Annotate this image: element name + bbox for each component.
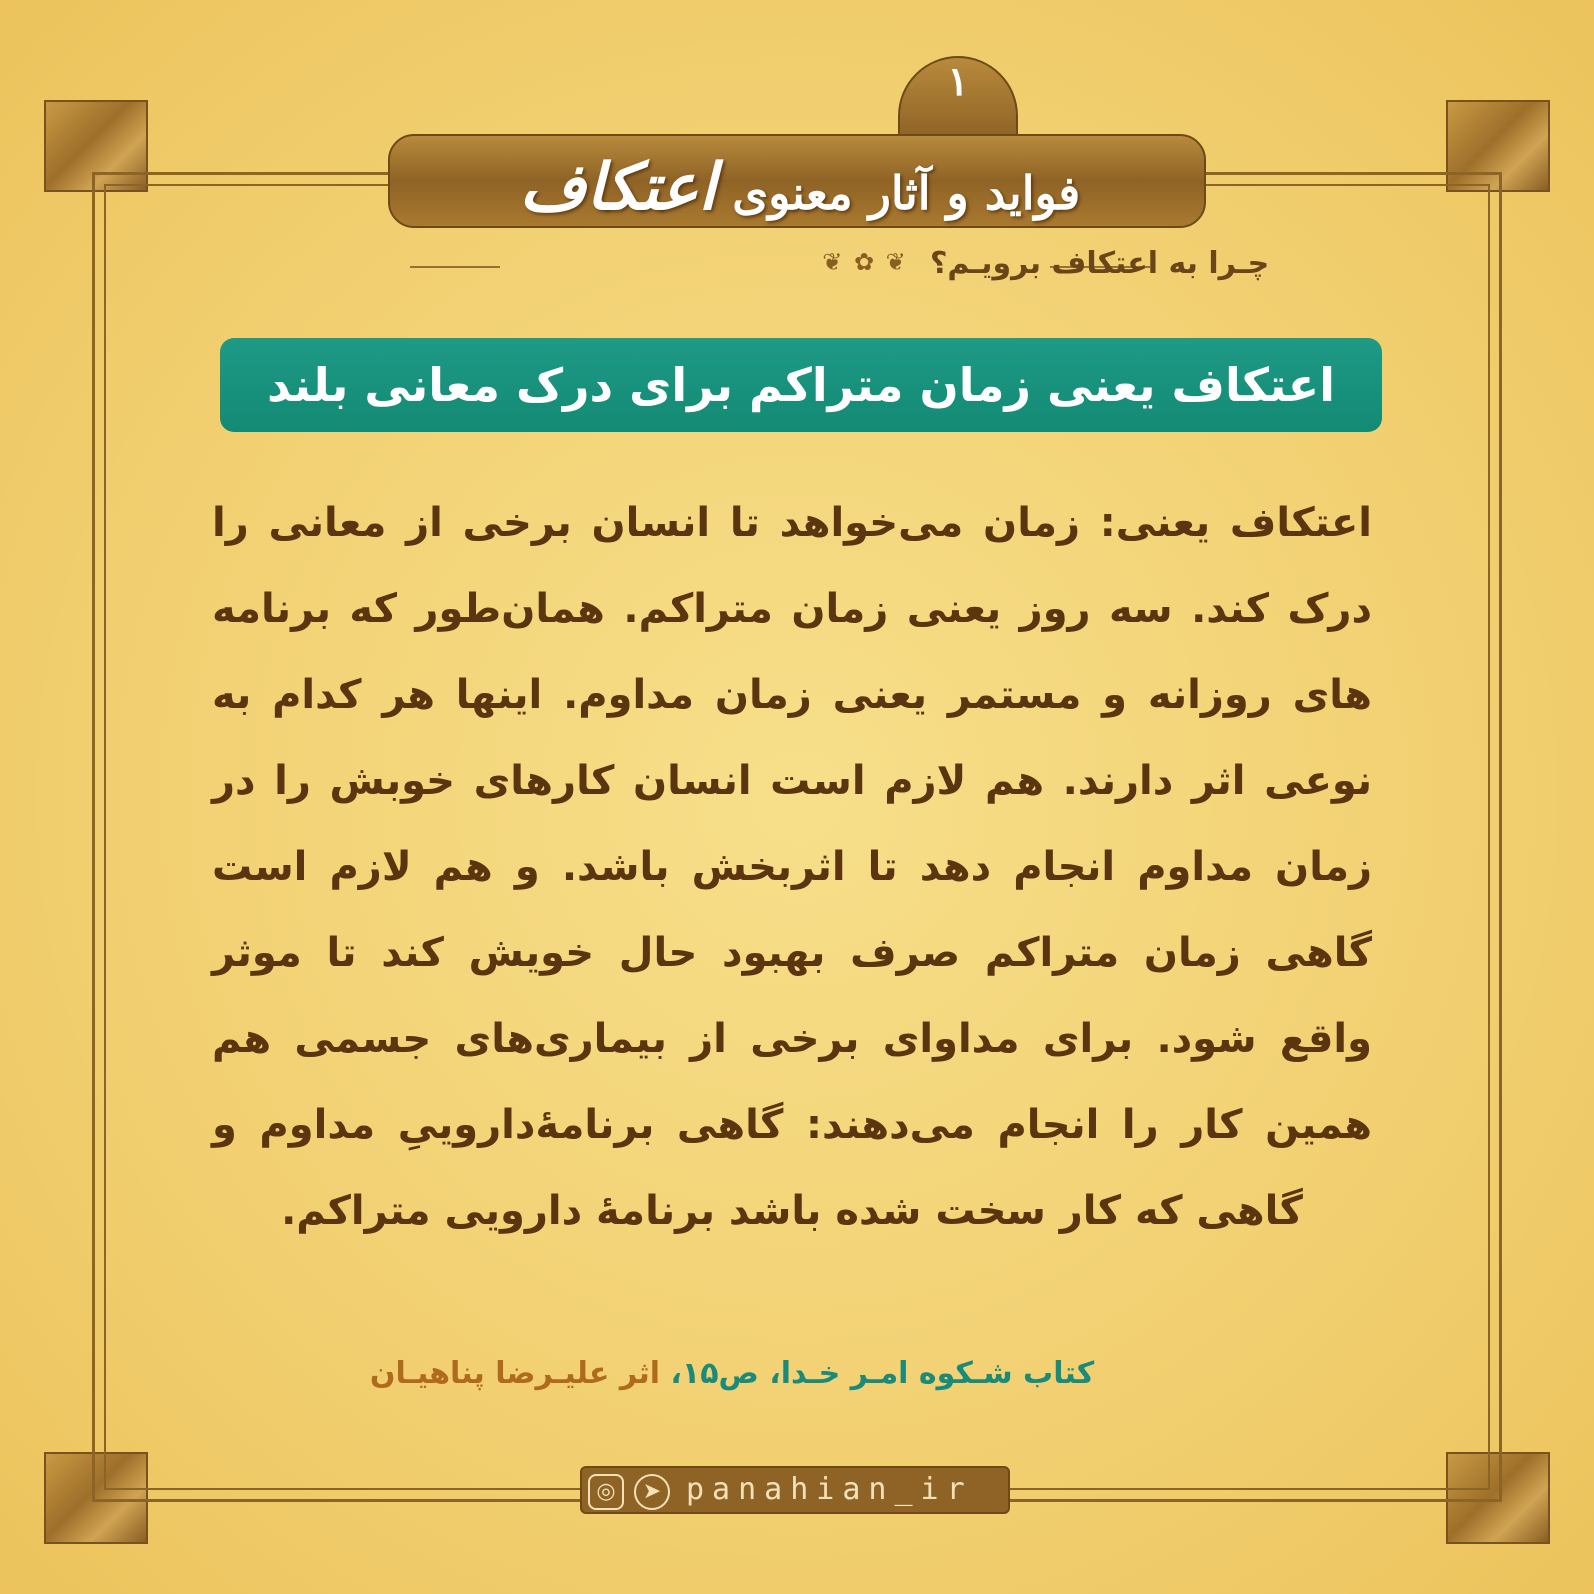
heading-box: [220, 338, 1382, 432]
flourish-icon: ❦ ✿ ❦: [822, 248, 908, 276]
telegram-icon[interactable]: ➤: [634, 1474, 670, 1510]
social-bar: [580, 1466, 1010, 1514]
subtitle-row: [410, 242, 1270, 292]
title-main: اعتکاف: [519, 150, 717, 225]
social-handle[interactable]: panahian_ir: [686, 1472, 973, 1507]
citation: [300, 1356, 1164, 1391]
instagram-icon[interactable]: ◎: [588, 1474, 624, 1510]
page-title: [420, 150, 1180, 225]
citation-book: کتاب شـکوه امـر خـدا، ص۱۵،: [670, 1356, 1095, 1391]
body-paragraph: اعتکاف یعنی: زمان می‌خواهد تا انسان برخی از معانی را درک کند. سه روز یعنی زمان متراکم. همان‌طور که برنامه های روزانه و مستمر یعنی زمان مداوم. اینها هر کدام به نوعی اثر دارند. هم لازم است انسان کارهای خوبش را در زمان مداوم انجام دهد تا اثربخش باشد. و هم لازم است گاهی زمان متراکم صرف بهبود حال خویش کند تا موثر واقع شود. برای مداوای برخی از بیماری‌های جسمی هم همین کار را انجام می‌دهند: گاهی برنامۀداروییِ مداوم و گاهی که کار سخت شده باشد برنامۀ دارویی متراکم.: [212, 500, 1372, 1234]
heading-text: اعتکاف یعنی زمان متراکم برای درک معانی بلند: [267, 358, 1335, 412]
series-number: ۱: [947, 58, 969, 105]
subtitle: چـرا به اعتکاف برویـم؟: [930, 246, 1270, 281]
title-prefix: فواید و آثار معنوی: [732, 166, 1081, 220]
citation-author: اثر علیـرضا پناهیـان: [369, 1356, 661, 1391]
subtitle-line-left: [410, 266, 500, 268]
